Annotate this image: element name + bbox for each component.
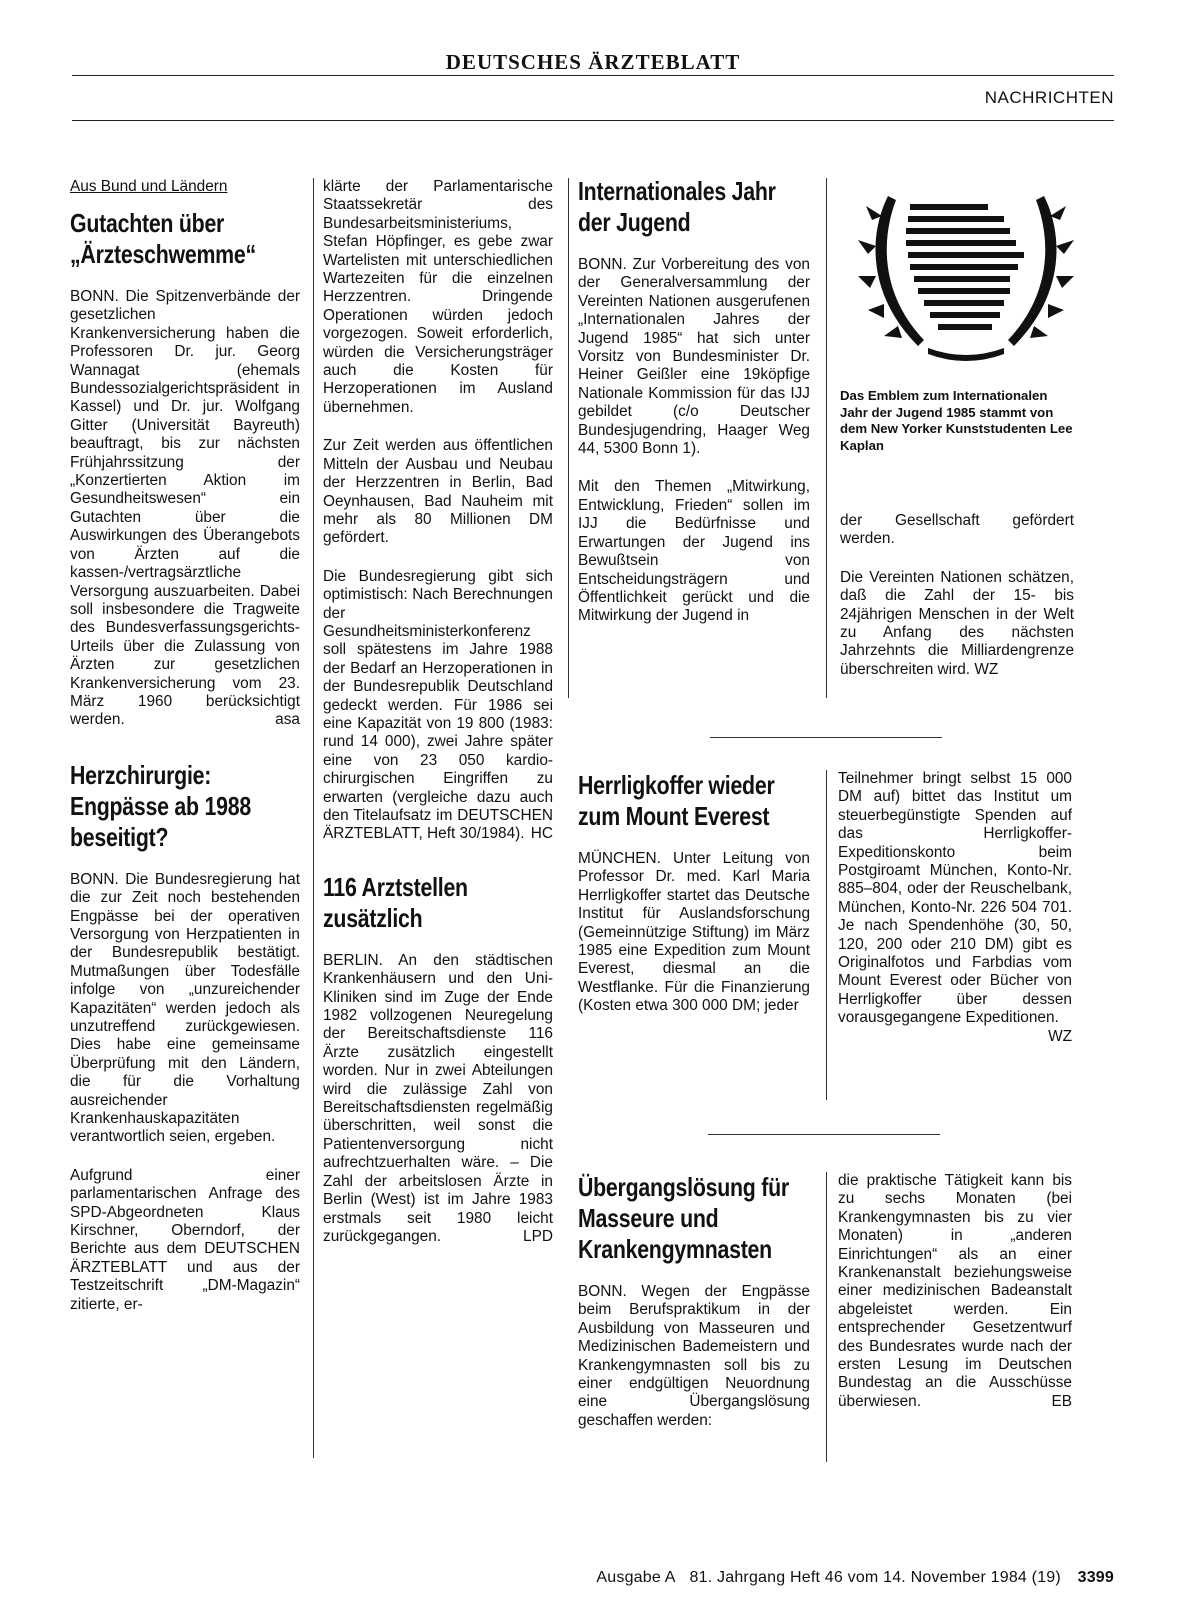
headline-arztstellen: 116 Arztstellen zusätzlich xyxy=(323,871,468,933)
article-jugend-col-b xyxy=(840,388,1074,679)
headline-gutachten: Gutachten über „Ärzteschwemme“ xyxy=(70,208,256,269)
column-1 xyxy=(70,178,300,1314)
body-jugend-1: BONN. Zur Vorbereitung des von der Generalversammlung der Vereinten Nationen ausgerufenen „Internationalen Jahres der Jugend 1985“ hat sich unter Vorsitz von Bundesminister Dr. Heiner Geißler eine 19köpfige Nationale Kommission für das IJJ gebildet (c/o Deutscher Bundesjugendring, Haager Weg 44, 5300 Bonn 1). xyxy=(578,256,810,458)
headline-herzchirurgie: Herzchirurgie: Engpässe ab 1988 beseitigt? xyxy=(70,759,251,852)
body-herrligkoffer-1: MÜNCHEN. Unter Leitung von Professor Dr. med. Karl Maria Herrligkoffer startet das Deutsche Institut für Auslandsforschung (Gemeinnützige Stiftung) im März 1985 eine Expedition zum Mount Everest, diesmal an die Westflanke. Für die Finanzierung (Kosten etwa 300 000 DM; jeder xyxy=(578,850,810,1015)
signature: WZ xyxy=(974,660,999,678)
page-number: 3399 xyxy=(1077,1569,1114,1586)
article-herzchirurgie xyxy=(70,760,300,1314)
headline-jugend: Internationales Jahr der Jugend xyxy=(578,176,776,237)
column-divider xyxy=(826,1172,827,1462)
body-masseure-2: die praktische Tätigkeit kann bis zu sechs Monaten (bei Krankengymnasten bis zu vier Monaten) in „anderen Einrichtungen“ als an einer Krankenanstalt beziehungsweise einer medizinischen Badeanstalt abgeleistet werden. Ein entsprechender Gesetzentwurf des Bundesrates wurde nach der ersten Lesung im Deutschen Bundestag an die Ausschüsse überwiesen. EB xyxy=(838,1172,1072,1410)
article-gutachten xyxy=(70,178,300,730)
body-arztstellen: BERLIN. An den städtischen Krankenhäusern und den Uni-Kliniken sind im Zuge der Ende 1982 vollzogenen Neuregelung der Bereitschaftsdienste 116 Ärzte zusätzlich eingestellt worden. Nur in zwei Abteilungen wird die zulässige Zahl von Bereitschaftsdiensten regelmäßig überschritten, weil sonst die Patientenversorgung nicht aufrechtzuerhalten wäre. – Die Zahl der arbeitslosen Ärzte in Berlin (West) ist im Jahre 1983 erstmals seit 1980 leicht zurückgegangen. LPD xyxy=(323,951,553,1245)
column-divider xyxy=(568,178,569,698)
article-herrligkoffer-col-a xyxy=(578,770,810,1016)
body-herzchirurgie-3: Zur Zeit werden aus öffentlichen Mitteln der Ausbau und Neubau der Herzzentren in Berlin, Bad Oeynhausen, Bad Nauheim mit mehr als 80 Millionen DM gefördert. xyxy=(323,437,553,547)
body-herzchirurgie-1: BONN. Die Bundesregierung hat die zur Zeit noch bestehenden Engpässe bei der operativen Versorgung von Herzpatienten in der Bundesrepublik bestätigt. Mutmaßungen über Todesfälle infolge von „unzureichender Kapazitäten“ werden jedoch als unzutreffend zurückgewiesen. Dies habe eine gemeinsame Überprüfung mit den Ländern, die für die Vorhaltung ausreichender Krankenhauskapazitäten verantwortlich seien, ergeben. xyxy=(70,870,300,1146)
article-separator xyxy=(710,737,942,738)
article-herrligkoffer-col-b xyxy=(838,770,1072,1046)
body-herzchirurgie-2b: klärte der Parlamentarische Staatssekretär des Bundesarbeitsministeriums, Stefan Höpfinger, es gebe zwar Wartelisten mit unterschiedlichen Wartezeiten für die einzelnen Herzzentren. Dringende Operationen würden jedoch vorgezogen. Soweit erforderlich, würden die Versicherungsträger auch die Kosten für Herzoperationen im Ausland übernehmen. xyxy=(323,178,553,416)
masthead-rule xyxy=(72,75,1114,76)
page-footer xyxy=(72,1569,1114,1587)
article-separator xyxy=(708,1134,940,1135)
body-gutachten: BONN. Die Spitzenverbände der gesetzlichen Krankenversicherung haben die Professoren Dr. jur. Georg Wannagat (ehemals Bundessozialgerichtspräsident in Kassel) und Dr. jur. Wolfgang Gitter (Universität Bayreuth) beauftragt, bis zur nächsten Frühjahrssitzung der „Konzertierten Aktion im Gesundheitswesen“ ein Gutachten über die Auswirkungen des Überangebots von Ärzten auf die kassen-/vertragsärztliche Versorgung auszuarbeiten. Dabei soll insbesondere die Tragweite des Bundesverfassungsgerichts-Urteils über die Zulassung von Ärzten zur gesetzlichen Krankenversicherung vom 23. März 1960 berücksichtigt werden. asa xyxy=(70,288,300,729)
column-divider xyxy=(313,178,314,1458)
kicker: Aus Bund und Ländern xyxy=(70,178,228,195)
footer-edition: Ausgabe A xyxy=(596,1569,676,1586)
headline-masseure: Übergangslösung für Masseure und Krankengymnasten xyxy=(578,1172,789,1264)
body-jugend-2: Mit den Themen „Mitwirkung, Entwicklung, Frieden“ sollen im IJJ die Bedürfnisse und Erwartungen der Jugend ins Bewußtsein von Entscheidungsträgern und Öffentlichkeit gerückt und die Mitwirkung der Jugend in xyxy=(578,478,810,625)
footer-issue: 81. Jahrgang Heft 46 vom 14. November 1984 (19) xyxy=(689,1569,1061,1586)
body-herzchirurgie-2a: Aufgrund einer parlamentarischen Anfrage des SPD-Abgeordneten Klaus Kirschner, Oberndorf, der Berichte aus dem DEUTSCHEN ÄRZTEBLATT und aus der Testzeitschrift „DM-Magazin“ zitierte, er- xyxy=(70,1166,300,1313)
iyy-1985-emblem-icon xyxy=(848,176,1084,386)
emblem-caption: Das Emblem zum Internationalen Jahr der Jugend 1985 stammt von dem New Yorker Kunststudenten Lee Kaplan xyxy=(840,388,1073,453)
body-herrligkoffer-2: Teilnehmer bringt selbst 15 000 DM auf) bittet das Institut um steuerbegünstigte Spenden auf das Herrligkoffer-Expeditionskonto beim Postgiroamt München, Konto-Nr. 885–804, oder der Reuschelbank, München, Konto-Nr. 226 504 701. Je nach Spendenhöhe (30, 50, 120, 200 oder 210 DM) gibt es Originalfotos und Farbdias vom Mount Everest oder Bücher von Herrligkoffer über dessen vorausgegangene Expeditionen. WZ xyxy=(838,770,1072,1045)
signature: LPD xyxy=(523,1227,553,1245)
column-divider xyxy=(826,770,827,1100)
masthead: DEUTSCHES ÄRZTEBLATT xyxy=(445,50,741,74)
column-2 xyxy=(323,178,553,1246)
body-jugend-3: der Gesellschaft gefördert werden. xyxy=(840,512,1074,548)
body-herzchirurgie-4: Die Bundesregierung gibt sich optimistisch: Nach Berechnungen der Gesundheitsministerkonferenz soll spätestens im Jahre 1988 der Bedarf an Herzoperationen in der Bundesrepublik Deutschland gedeckt werden. Für 1986 sei eine Kapazität von 19 800 (1983: rund 14 000), zwei Jahre später eine von 23 050 kardio-chirurgischen Eingriffen zu erwarten (vergleiche dazu auch den Titelaufsatz im DEUTSCHEN ÄRZTEBLATT, Heft 30/1984). HC xyxy=(323,567,553,843)
signature: asa xyxy=(275,711,300,729)
body-masseure-1: BONN. Wegen der Engpässe beim Berufspraktikum in der Ausbildung von Masseuren und Medizinischen Bademeistern und Krankengymnasten soll bis zu einer endgültigen Neuordnung eine Übergangslösung geschaffen werden: xyxy=(578,1283,810,1429)
article-jugend-col-a xyxy=(578,176,810,626)
article-arztstellen xyxy=(323,872,553,1247)
section-label: NACHRICHTEN xyxy=(984,88,1114,107)
article-masseure-col-a xyxy=(578,1172,810,1430)
signature: HC xyxy=(530,825,553,843)
article-masseure-col-b xyxy=(838,1172,1072,1411)
section-rule xyxy=(72,120,1114,121)
column-divider xyxy=(826,178,827,698)
signature: WZ xyxy=(1048,1027,1072,1045)
signature: EB xyxy=(1051,1392,1072,1410)
headline-herrligkoffer: Herrligkoffer wieder zum Mount Everest xyxy=(578,770,775,831)
body-jugend-4: Die Vereinten Nationen schätzen, daß die Zahl der 15- bis 24jährigen Menschen in der Welt zu Anfang des nächsten Jahrzehnts die Milliardengrenze überschreiten wird. WZ xyxy=(840,568,1074,678)
